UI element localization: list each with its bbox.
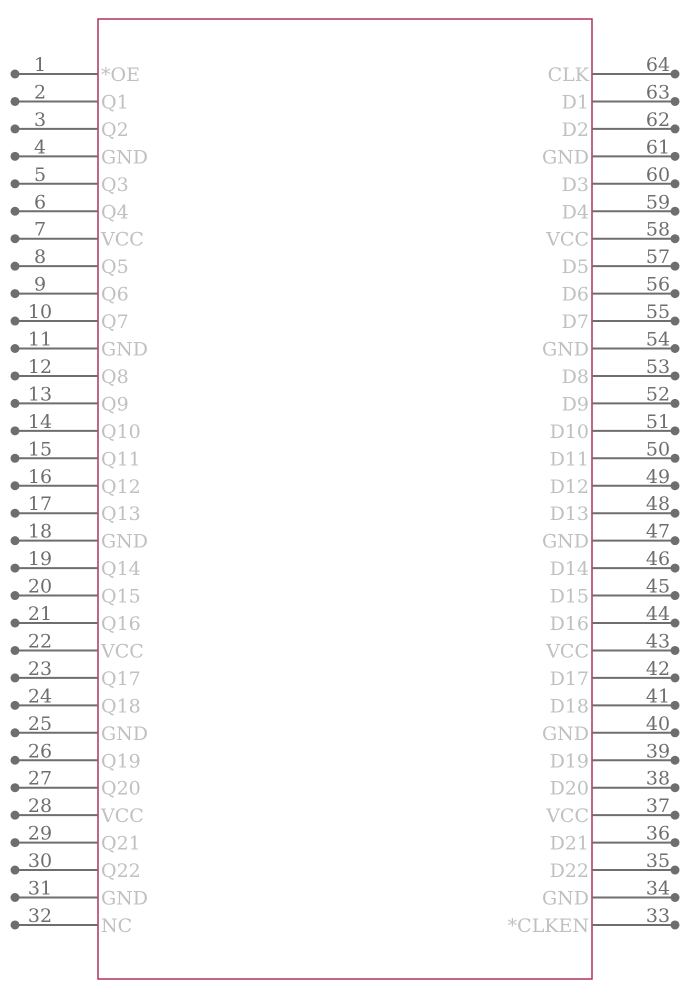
pin-end-dot <box>11 920 20 929</box>
pin-number: 32 <box>27 904 53 927</box>
pin-name: D6 <box>561 283 589 306</box>
pin-number: 12 <box>27 355 53 378</box>
pin-end-dot <box>11 783 20 792</box>
pin-end-dot <box>671 756 680 765</box>
pin-number: 27 <box>27 767 53 790</box>
pin-name: D8 <box>561 365 589 388</box>
pin-name: VCC <box>101 228 144 251</box>
pin-end-dot <box>11 673 20 682</box>
pin-end-dot <box>671 673 680 682</box>
pin-name: VCC <box>546 640 589 663</box>
pin-1 <box>11 54 140 86</box>
right-pin-group <box>508 54 680 937</box>
pin-end-dot <box>671 179 680 188</box>
pin-end-dot <box>11 399 20 408</box>
pin-name: GND <box>101 146 149 169</box>
pin-4 <box>11 136 149 168</box>
pin-end-dot <box>11 701 20 710</box>
pin-name: D10 <box>549 420 589 443</box>
pin-number: 31 <box>27 877 53 900</box>
pin-number: 36 <box>645 822 671 845</box>
pin-end-dot <box>11 426 20 435</box>
pin-name: Q12 <box>101 475 141 498</box>
pin-name: Q8 <box>101 365 129 388</box>
pin-end-dot <box>11 756 20 765</box>
pin-end-dot <box>11 838 20 847</box>
pin-end-dot <box>671 234 680 243</box>
pin-name: D1 <box>561 91 589 114</box>
pin-name: D20 <box>549 777 589 800</box>
pin-number: 16 <box>27 465 53 488</box>
pin-number: 37 <box>645 795 671 818</box>
pin-number: 64 <box>645 54 671 76</box>
pin-end-dot <box>671 344 680 353</box>
pin-name: VCC <box>101 640 144 663</box>
pin-name: GND <box>541 722 589 745</box>
pin-name: D13 <box>549 503 589 526</box>
pin-name: D17 <box>549 667 589 690</box>
pin-end-dot <box>11 262 20 271</box>
pin-name: D21 <box>549 832 589 855</box>
pin-end-dot <box>671 838 680 847</box>
pin-name: Q7 <box>101 311 129 334</box>
pin-number: 4 <box>33 136 47 159</box>
pin-number: 17 <box>27 493 53 516</box>
pin-end-dot <box>11 866 20 875</box>
pin-name: D3 <box>561 173 589 196</box>
pin-name: Q18 <box>101 695 141 718</box>
pin-end-dot <box>671 399 680 408</box>
pin-number: 56 <box>645 273 671 296</box>
pin-end-dot <box>11 207 20 216</box>
pin-number: 7 <box>33 218 47 241</box>
pin-number: 49 <box>645 465 671 488</box>
pin-name: Q6 <box>101 283 129 306</box>
pin-name: CLK <box>547 64 589 86</box>
left-pin-group <box>11 54 149 937</box>
pin-number: 2 <box>33 81 47 104</box>
pin-end-dot <box>671 207 680 216</box>
pin-number: 18 <box>27 520 53 543</box>
pin-number: 33 <box>645 904 671 927</box>
pin-end-dot <box>671 124 680 133</box>
pin-name: GND <box>541 887 589 910</box>
pin-number: 11 <box>27 328 53 351</box>
pin-name: D4 <box>561 201 589 224</box>
pin-number: 57 <box>645 246 671 269</box>
pin-name: Q20 <box>101 777 141 800</box>
pin-number: 42 <box>645 657 671 680</box>
pin-name: GND <box>101 530 149 553</box>
pin-name: Q4 <box>101 201 129 224</box>
pin-number: 39 <box>645 740 671 763</box>
pin-number: 14 <box>27 410 53 433</box>
pin-6 <box>11 191 129 223</box>
pin-5 <box>11 164 129 196</box>
pin-name: D22 <box>549 860 589 883</box>
pin-name: VCC <box>101 805 144 828</box>
pin-8 <box>11 246 129 278</box>
pin-end-dot <box>671 426 680 435</box>
pin-number: 60 <box>645 163 671 186</box>
pin-end-dot <box>11 481 20 490</box>
pin-end-dot <box>671 317 680 326</box>
pin-number: 13 <box>27 383 53 406</box>
pin-end-dot <box>11 70 20 79</box>
pin-end-dot <box>11 646 20 655</box>
pin-name: Q14 <box>101 558 141 581</box>
pin-number: 30 <box>27 850 53 873</box>
pin-name: D5 <box>561 256 589 279</box>
pin-name: Q17 <box>101 667 141 690</box>
pin-end-dot <box>11 234 20 243</box>
pin-end-dot <box>11 289 20 298</box>
pin-end-dot <box>671 536 680 545</box>
pin-name: Q3 <box>101 173 129 196</box>
pin-number: 40 <box>645 712 671 735</box>
pin-name: D15 <box>549 585 589 608</box>
pin-number: 48 <box>645 493 671 516</box>
pin-name: D12 <box>549 475 589 498</box>
pin-number: 47 <box>645 520 671 543</box>
pin-number: 25 <box>27 712 53 735</box>
pin-number: 55 <box>645 301 671 324</box>
pin-number: 8 <box>33 246 47 269</box>
pin-32 <box>11 905 133 937</box>
pin-end-dot <box>671 728 680 737</box>
pin-end-dot <box>11 344 20 353</box>
pin-number: 45 <box>645 575 671 598</box>
pin-number: 23 <box>27 657 53 680</box>
pin-end-dot <box>671 509 680 518</box>
pin-end-dot <box>671 289 680 298</box>
pin-name: Q21 <box>101 832 141 855</box>
pin-name: D16 <box>549 613 589 635</box>
pin-number: 52 <box>645 383 671 406</box>
pin-number: 41 <box>645 685 671 708</box>
pin-number: 28 <box>27 795 53 818</box>
pin-end-dot <box>11 124 20 133</box>
pin-name: Q9 <box>101 393 129 416</box>
pin-end-dot <box>671 371 680 380</box>
pin-number: 46 <box>645 548 671 571</box>
pin-number: 10 <box>27 301 53 324</box>
pin-name: Q15 <box>101 585 141 608</box>
pin-name: D11 <box>549 448 589 471</box>
pin-name: *CLKEN <box>507 914 589 937</box>
pin-33 <box>508 905 680 937</box>
pin-number: 15 <box>27 438 53 461</box>
pin-number: 5 <box>33 163 47 186</box>
pin-number: 9 <box>33 273 47 296</box>
pin-number: 19 <box>27 548 53 571</box>
pin-end-dot <box>11 564 20 573</box>
pin-end-dot <box>671 70 680 79</box>
pin-number: 51 <box>645 410 671 433</box>
pin-name: Q22 <box>101 860 141 883</box>
pin-number: 20 <box>27 575 53 598</box>
pin-name: GND <box>101 722 149 745</box>
pin-name: GND <box>101 887 149 910</box>
pin-end-dot <box>671 893 680 902</box>
pin-number: 38 <box>645 767 671 790</box>
pin-number: 44 <box>645 603 671 625</box>
pin-name: Q16 <box>101 613 141 635</box>
component-body <box>98 19 592 979</box>
pin-name: Q19 <box>101 750 141 773</box>
pin-number: 26 <box>27 740 53 763</box>
pin-number: 21 <box>27 603 53 625</box>
pin-number: 35 <box>645 850 671 873</box>
pin-name: GND <box>101 338 149 361</box>
pin-name: VCC <box>546 228 589 251</box>
pin-name: D14 <box>549 558 589 581</box>
pin-number: 59 <box>645 191 671 214</box>
pin-end-dot <box>671 454 680 463</box>
pin-name: GND <box>541 530 589 553</box>
pin-end-dot <box>11 152 20 161</box>
pin-end-dot <box>671 811 680 820</box>
pin-end-dot <box>671 564 680 573</box>
pin-end-dot <box>11 536 20 545</box>
pin-name: D2 <box>561 118 589 141</box>
pin-end-dot <box>671 591 680 600</box>
pin-name: VCC <box>546 805 589 828</box>
pin-end-dot <box>11 509 20 518</box>
pin-end-dot <box>11 728 20 737</box>
pin-number: 1 <box>33 54 47 76</box>
pin-3 <box>11 109 129 141</box>
pin-name: Q2 <box>101 118 129 141</box>
pin-end-dot <box>671 97 680 106</box>
pin-number: 3 <box>33 108 47 131</box>
pin-2 <box>11 81 129 113</box>
pin-number: 6 <box>33 191 47 214</box>
pin-end-dot <box>11 811 20 820</box>
pin-number: 50 <box>645 438 671 461</box>
pin-number: 61 <box>645 136 671 159</box>
pin-end-dot <box>671 701 680 710</box>
pin-end-dot <box>11 893 20 902</box>
pin-end-dot <box>11 591 20 600</box>
pin-number: 58 <box>645 218 671 241</box>
pin-name: Q11 <box>101 448 141 471</box>
pin-name: D7 <box>561 311 589 334</box>
pin-number: 29 <box>27 822 53 845</box>
pin-name: Q5 <box>101 256 129 279</box>
pin-name: Q10 <box>101 420 141 443</box>
pin-number: 63 <box>645 81 671 104</box>
pin-name: *OE <box>101 64 140 86</box>
pin-end-dot <box>11 179 20 188</box>
pin-end-dot <box>671 783 680 792</box>
pin-number: 24 <box>27 685 53 708</box>
pin-name: D18 <box>549 695 589 718</box>
pin-number: 22 <box>27 630 53 653</box>
pin-number: 34 <box>645 877 671 900</box>
pin-end-dot <box>11 371 20 380</box>
pin-end-dot <box>671 481 680 490</box>
pin-end-dot <box>671 619 680 628</box>
pin-end-dot <box>671 152 680 161</box>
pin-end-dot <box>671 262 680 271</box>
pin-number: 53 <box>645 355 671 378</box>
pin-end-dot <box>11 317 20 326</box>
pin-name: D9 <box>561 393 589 416</box>
pin-name: NC <box>101 914 133 937</box>
pin-number: 43 <box>645 630 671 653</box>
pin-name: GND <box>541 146 589 169</box>
pin-7 <box>11 219 144 251</box>
pin-end-dot <box>671 920 680 929</box>
pin-end-dot <box>671 866 680 875</box>
pin-number: 54 <box>645 328 671 351</box>
pin-name: Q1 <box>101 91 129 114</box>
pin-end-dot <box>11 454 20 463</box>
pin-name: D19 <box>549 750 589 773</box>
pin-end-dot <box>671 646 680 655</box>
pin-end-dot <box>11 619 20 628</box>
pin-name: GND <box>541 338 589 361</box>
pin-number: 62 <box>645 108 671 131</box>
pin-name: Q13 <box>101 503 141 526</box>
pin-end-dot <box>11 97 20 106</box>
